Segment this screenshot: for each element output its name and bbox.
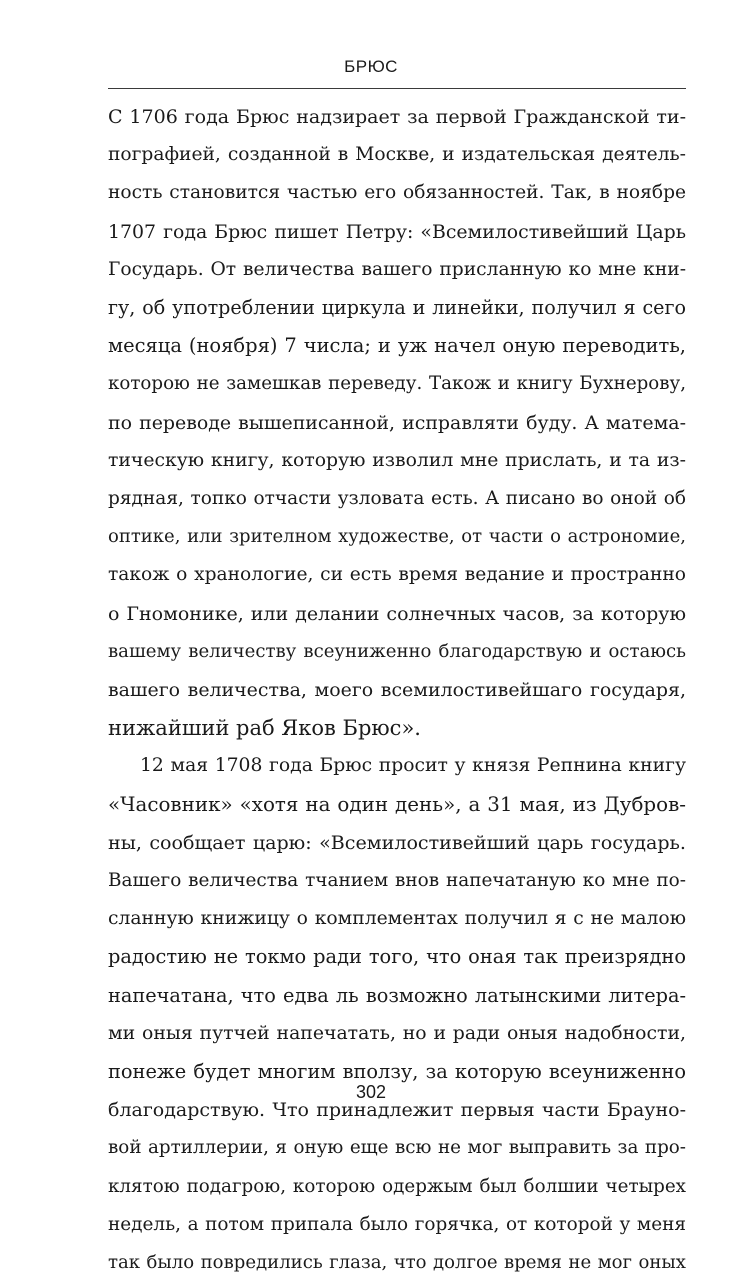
text-line: так было повредились глаза, что долгое время не мог оных xyxy=(108,1252,686,1274)
text-line: «Часовник» «хотя на один день», а 31 мая, из Дубров- xyxy=(108,792,686,816)
text-line: благодарствую. Что принадлежит первыя части Брауно- xyxy=(108,1099,686,1122)
text-line: понеже будет многим вползу, за которую всеуниженно xyxy=(108,1060,686,1084)
text-line: пографией, созданной в Москве, и издательская деятель- xyxy=(108,144,686,166)
text-line: ны, сообщает царю: «Всемилостивейший царь государь. xyxy=(108,830,686,854)
text-line: вой артиллерии, я оную еще всю не мог выправить за про- xyxy=(108,1137,686,1159)
text-line: которою не замешкав переведу. Також и книгу Бухнерову, xyxy=(108,373,686,395)
text-line: по переводе вышеписанной, исправляти буду. А матема- xyxy=(108,411,686,434)
text-line: ность становится частью его обязанностей. Так, в ноябре xyxy=(108,182,686,204)
text-line: сланную книжицу о комплементах получил я с не малою xyxy=(108,908,686,930)
paragraph xyxy=(108,98,686,747)
header-rule xyxy=(108,88,686,89)
text-line: також о хранологие, си есть время ведание и пространно xyxy=(108,564,686,586)
text-line: вашему величеству всеуниженно благодарствую и остаюсь xyxy=(108,640,686,662)
text-line: Государь. От величества вашего присланную ко мне кни- xyxy=(108,258,686,280)
text-line: нижайший раб Яков Брюс». xyxy=(108,716,421,741)
text-line: месяца (ноября) 7 числа; и уж начел оную переводить, xyxy=(108,334,686,358)
text-line: ми оныя путчей напечатать, но и ради оныя надобности, xyxy=(108,1022,686,1044)
paragraph xyxy=(108,747,686,1282)
text-line: напечатана, что едва ль возможно латынскими литера- xyxy=(108,983,686,1007)
text-line: гу, об употреблении циркула и линейки, получил я сего xyxy=(108,296,686,320)
running-head: БРЮС xyxy=(344,57,398,76)
text-line: клятою подагрою, которою одержым был болшии четырех xyxy=(108,1175,686,1197)
text-line: С 1706 года Брюс надзирает за первой Гражданской ти- xyxy=(108,106,686,128)
text-line: 1707 года Брюс пишет Петру: «Всемилостивейший Царь xyxy=(108,220,686,243)
text-line: недель, а потом припала было горячка, от которой у меня xyxy=(108,1213,686,1235)
text-line: о Гномонике, или делании солнечных часов, за которую xyxy=(108,602,686,625)
text-line: оптике, или зрителном художестве, от части о астрономие, xyxy=(108,526,686,548)
text-line: 12 мая 1708 года Брюс просит у князя Репнина книгу xyxy=(140,755,686,777)
text-line: вашего величества, моего всемилостивейшаго государя, xyxy=(108,679,686,702)
page-number: 302 xyxy=(355,1082,387,1102)
text-line: Вашего величества тчанием внов напечатаную ко мне по- xyxy=(108,870,686,892)
text-line: тическую книгу, которую изволил мне прислать, и та из- xyxy=(108,449,686,471)
text-line: радостию не токмо ради того, что оная так преизрядно xyxy=(108,945,686,969)
body-text xyxy=(108,98,686,1282)
text-line: рядная, топко отчасти узловата есть. А писано во оной об xyxy=(108,488,686,510)
